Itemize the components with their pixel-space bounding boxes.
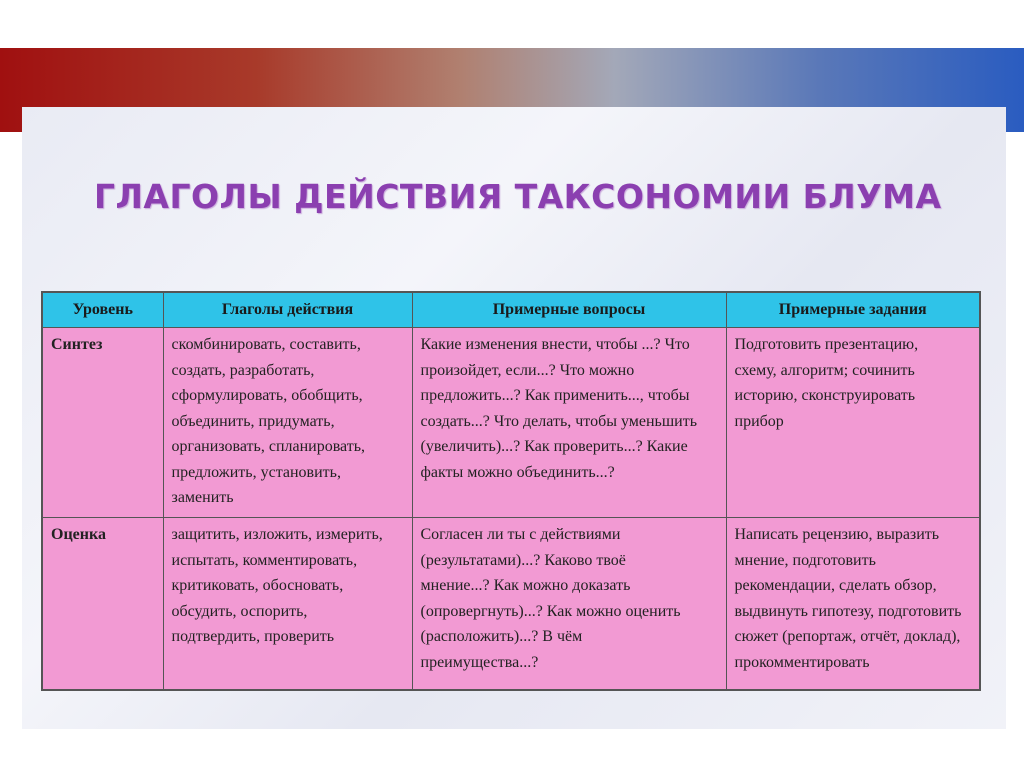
questions-cell <box>412 518 726 690</box>
verbs-line: обсудить, оспорить, <box>171 602 308 620</box>
verbs-line: предложить, установить, <box>171 463 341 481</box>
header-verbs: Глаголы действия <box>163 292 412 328</box>
questions-line: предложить...? Как применить..., чтобы <box>420 387 690 404</box>
tasks-cell <box>726 518 980 690</box>
questions-line: (опровергнуть)...? Как можно оценить <box>420 602 681 620</box>
questions-line: мнение...? Как можно доказать <box>420 577 631 594</box>
verbs-line: скомбинировать, составить, <box>171 336 361 353</box>
bloom-taxonomy-table <box>41 291 981 691</box>
tasks-line: мнение, подготовить <box>734 551 876 569</box>
table-row-evaluation <box>42 518 980 690</box>
tasks-line: сюжет (репортаж, отчёт, доклад), <box>734 628 961 645</box>
level-cell: Синтез <box>42 328 163 518</box>
verbs-cell <box>163 518 412 690</box>
questions-line: (увеличить)...? Как проверить...? Какие <box>420 438 688 455</box>
verbs-line: подтвердить, проверить <box>171 628 335 645</box>
verbs-line: заменить <box>171 489 234 506</box>
tasks-line: схему, алгоритм; сочинить <box>734 361 915 379</box>
verbs-line: испытать, комментировать, <box>171 551 358 569</box>
tasks-line: выдвинуть гипотезу, подготовить <box>734 602 962 620</box>
questions-line: Согласен ли ты с действиями <box>420 526 621 543</box>
questions-line: факты можно объединить...? <box>420 463 615 481</box>
tasks-line: историю, сконструировать <box>734 387 916 404</box>
slide-panel <box>22 107 1006 729</box>
tasks-cell <box>726 328 980 518</box>
verbs-line: создать, разработать, <box>171 361 315 379</box>
tasks-line: прокомментировать <box>734 653 870 671</box>
verbs-line: сформулировать, обобщить, <box>171 387 363 404</box>
verbs-line: защитить, изложить, измерить, <box>171 526 383 543</box>
verbs-line: критиковать, обосновать, <box>171 577 344 594</box>
level-cell: Оценка <box>42 518 163 690</box>
questions-line: (расположить)...? В чём <box>420 628 583 645</box>
header-tasks: Примерные задания <box>726 292 980 328</box>
table-header-row <box>42 292 980 328</box>
tasks-line: рекомендации, сделать обзор, <box>734 577 937 594</box>
verbs-line: организовать, спланировать, <box>171 438 366 455</box>
header-questions: Примерные вопросы <box>412 292 726 328</box>
questions-cell <box>412 328 726 518</box>
tasks-line: Написать рецензию, выразить <box>734 526 940 543</box>
questions-line: создать...? Что делать, чтобы уменьшить <box>420 412 697 430</box>
questions-line: произойдет, если...? Что можно <box>420 361 635 379</box>
verbs-line: объединить, придумать, <box>171 412 335 430</box>
header-level: Уровень <box>42 292 163 328</box>
tasks-line: Подготовить презентацию, <box>734 336 919 353</box>
table-row-synthesis <box>42 328 980 518</box>
verbs-cell <box>163 328 412 518</box>
tasks-line: прибор <box>734 412 784 430</box>
questions-line: преимущества...? <box>420 653 539 671</box>
questions-line: Какие изменения внести, чтобы ...? Что <box>420 336 690 353</box>
slide-title: ГЛАГОЛЫ ДЕЙСТВИЯ ТАКСОНОМИИ БЛУМА <box>94 177 942 216</box>
questions-line: (результатами)...? Каково твоё <box>420 551 626 569</box>
